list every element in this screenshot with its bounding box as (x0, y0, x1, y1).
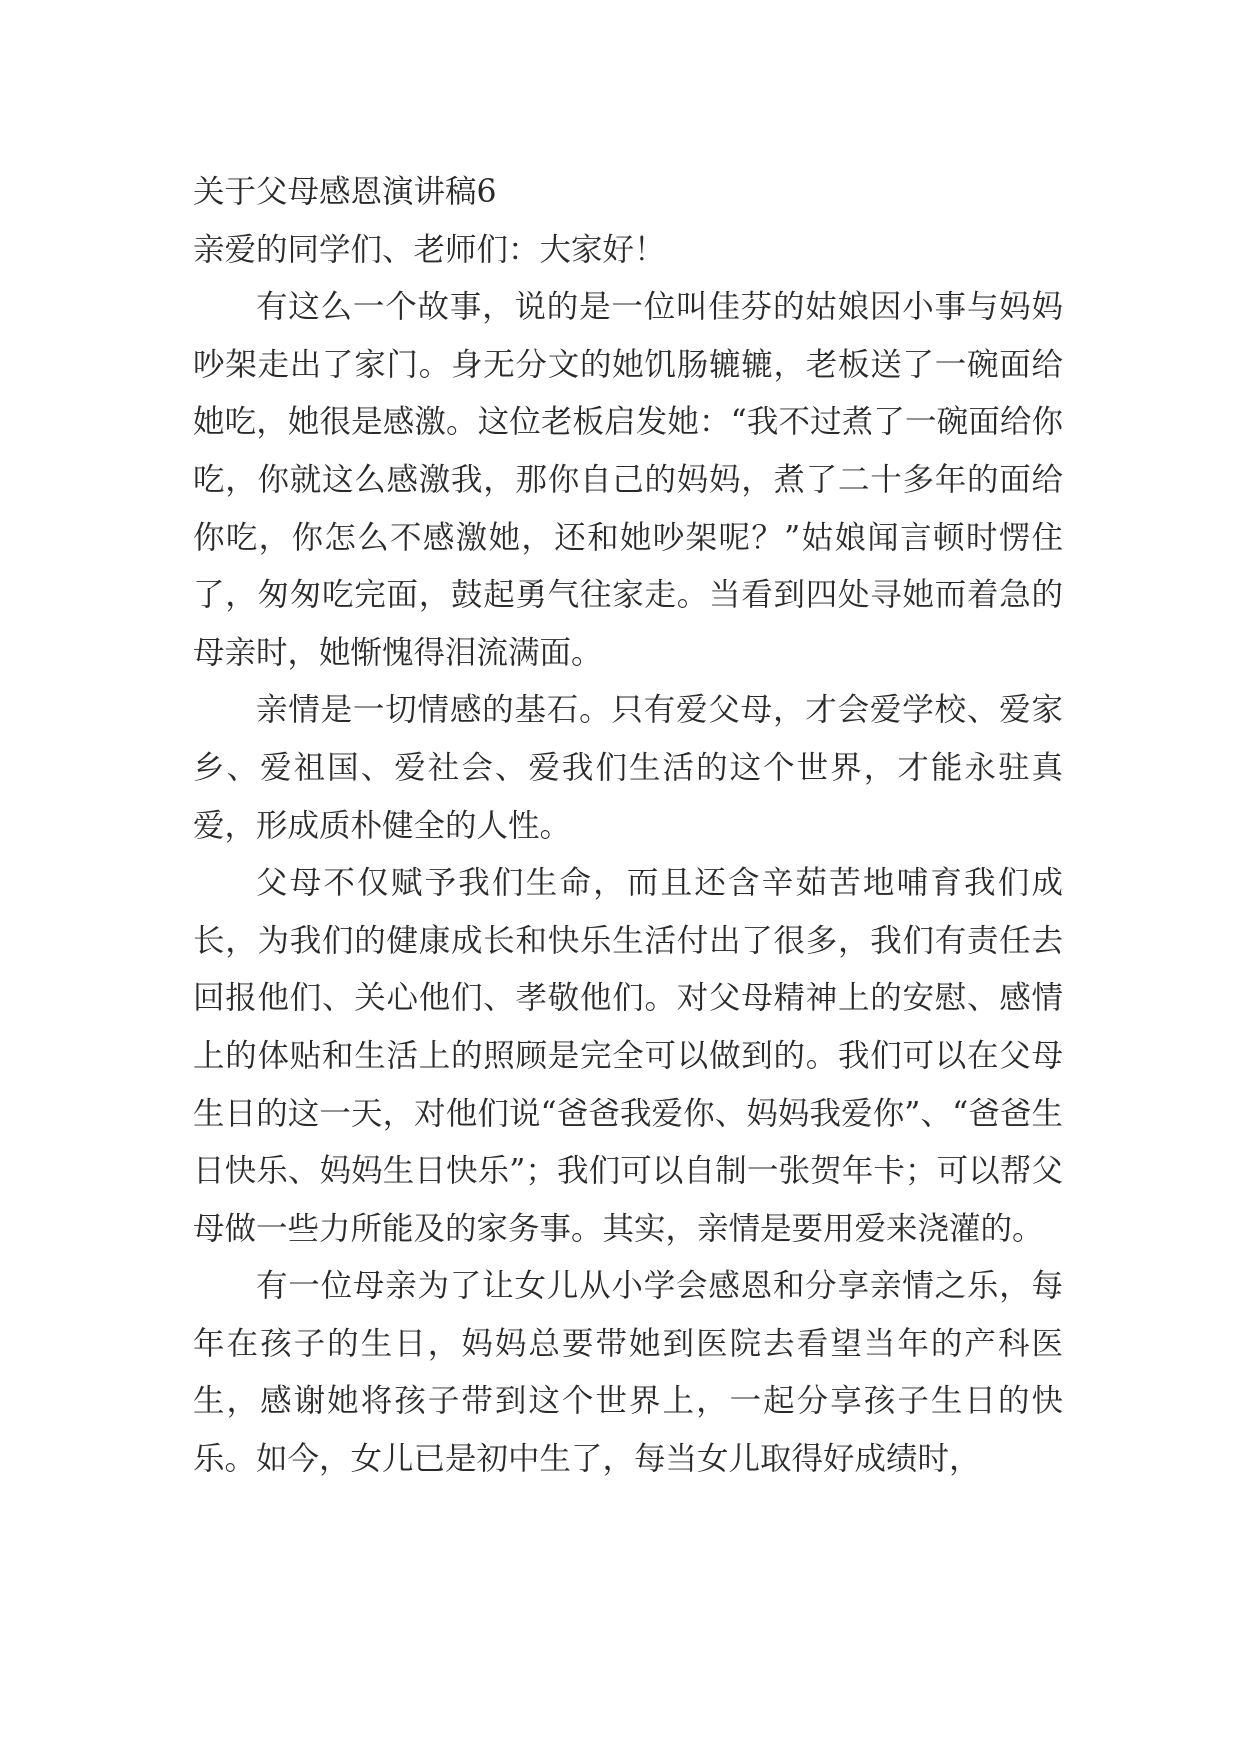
paragraph-4: 有一位母亲为了让女儿从小学会感恩和分享亲情之乐，每年在孩子的生日，妈妈总要带她到医院去看望当年的产科医生，感谢她将孩子带到这个世界上，一起分享孩子生日的快乐。如今，女儿已是初中生了，每当女儿取得好成绩时， (193, 1268, 1063, 1478)
document-body (193, 164, 1063, 1489)
paragraph-3: 父母不仅赋予我们生命，而且还含辛茹苦地哺育我们成长，为我们的健康成长和快乐生活付出了很多，我们有责任去回报他们、关心他们、孝敬他们。对父母精神上的安慰、感情上的体贴和生活上的照顾是完全可以做到的。我们可以在父母生日的这一天，对他们说“爸爸我爱你、妈妈我爱你”、“爸爸生日快乐、妈妈生日快乐”；我们可以自制一张贺年卡；可以帮父母做一些力所能及的家务事。其实，亲情是要用爱来浇灌的。 (193, 865, 1063, 1247)
paragraph-1: 有这么一个故事，说的是一位叫佳芬的姑娘因小事与妈妈吵架走出了家门。身无分文的她饥肠辘辘，老板送了一碗面给她吃，她很是感激。这位老板启发她：“我不过煮了一碗面给你吃，你就这么感激我，那你自己的妈妈，煮了二十多年的面给你吃，你怎么不感激她，还和她吵架呢？”姑娘闻言顿时愣住了，匆匆吃完面，鼓起勇气往家走。当看到四处寻她而着急的母亲时，她惭愧得泪流满面。 (193, 289, 1063, 671)
paragraph-2: 亲情是一切情感的基石。只有爱父母，才会爱学校、爱家乡、爱祖国、爱社会、爱我们生活的这个世界，才能永驻真爱，形成质朴健全的人性。 (193, 692, 1063, 844)
greeting-line: 亲爱的同学们、老师们：大家好！ (193, 231, 666, 268)
document-title: 关于父母感恩演讲稿6 (193, 174, 497, 210)
